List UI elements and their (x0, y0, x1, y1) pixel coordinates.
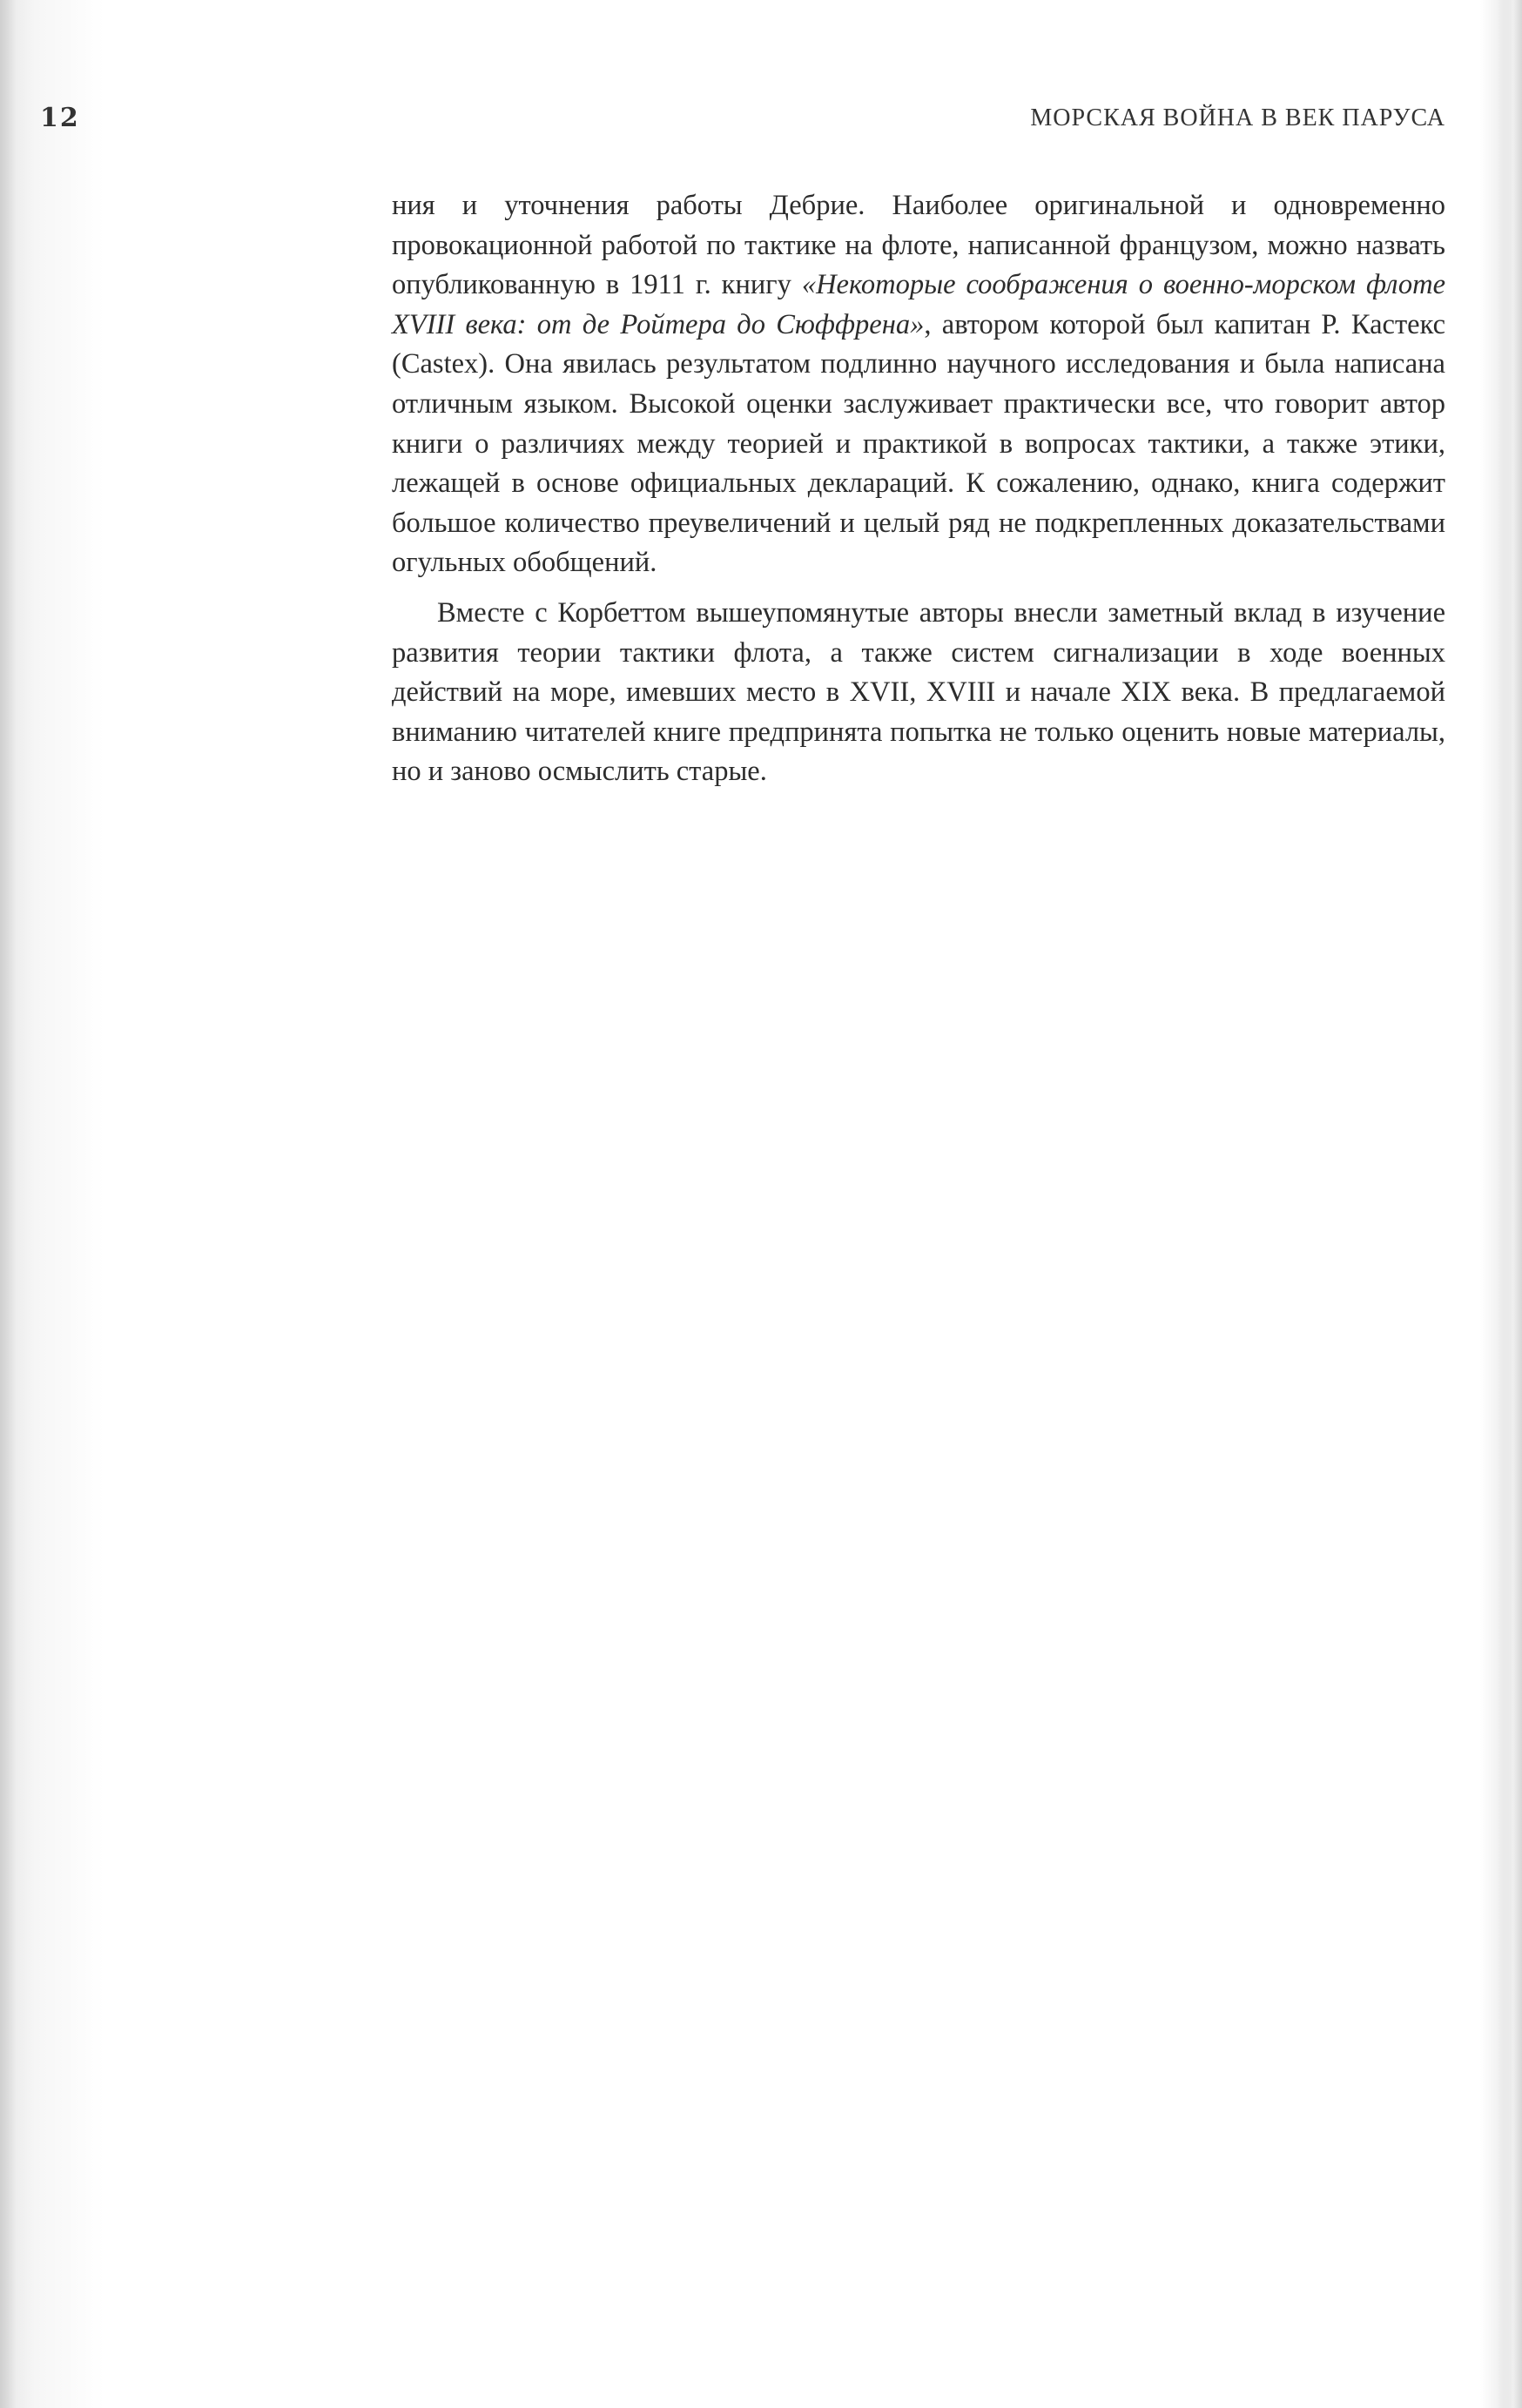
page-number: 12 (40, 103, 80, 133)
book-title-italic: «Некоторые соображения о военно-морском флоте XVIII века: от де Ройтера до Сюффрена» (392, 269, 1445, 340)
paragraph-2: Вместе с Корбеттом вышеупомянутые авторы внесли заметный вклад в изучение развития теории тактики флота, а также систем сигнализации в ходе военных действий на море, имевших место в XVII, XVIII и начале XIX века. В предлагаемой вниманию читателей книге предпринята попытка не только оценить новые материалы, но и заново осмыслить старые. (392, 596, 1445, 788)
spine-shadow (0, 0, 16, 2408)
paragraph-1 (392, 186, 1445, 583)
paragraph-1-text-start: ния и уточнения работы Дебрие. Наиболее оригинальной и одновременно провокационной работой по тактике на флоте, написанной французом, можно назвать опубликованную в 1911 г. книгу (392, 190, 1445, 301)
page-edge-shadow (1496, 0, 1522, 2408)
body-text (392, 186, 1445, 792)
running-title: МОРСКАЯ ВОЙНА В ВЕК ПАРУСА (1030, 104, 1445, 131)
paragraph-1-text-end: , автором которой был капитан Р. Кастекс (Castex). Она явилась результатом подлинно научного исследования и была написана отличным языком. Высокой оценки заслуживает практически все, что говорит автор книги о различиях между теорией и практикой в вопросах тактики, а также этики, лежащей в основе официальных деклараций. К сожалению, однако, книга содержит большое количество преувеличений и целый ряд не подкрепленных доказательствами огульных обобщений. (392, 308, 1445, 579)
